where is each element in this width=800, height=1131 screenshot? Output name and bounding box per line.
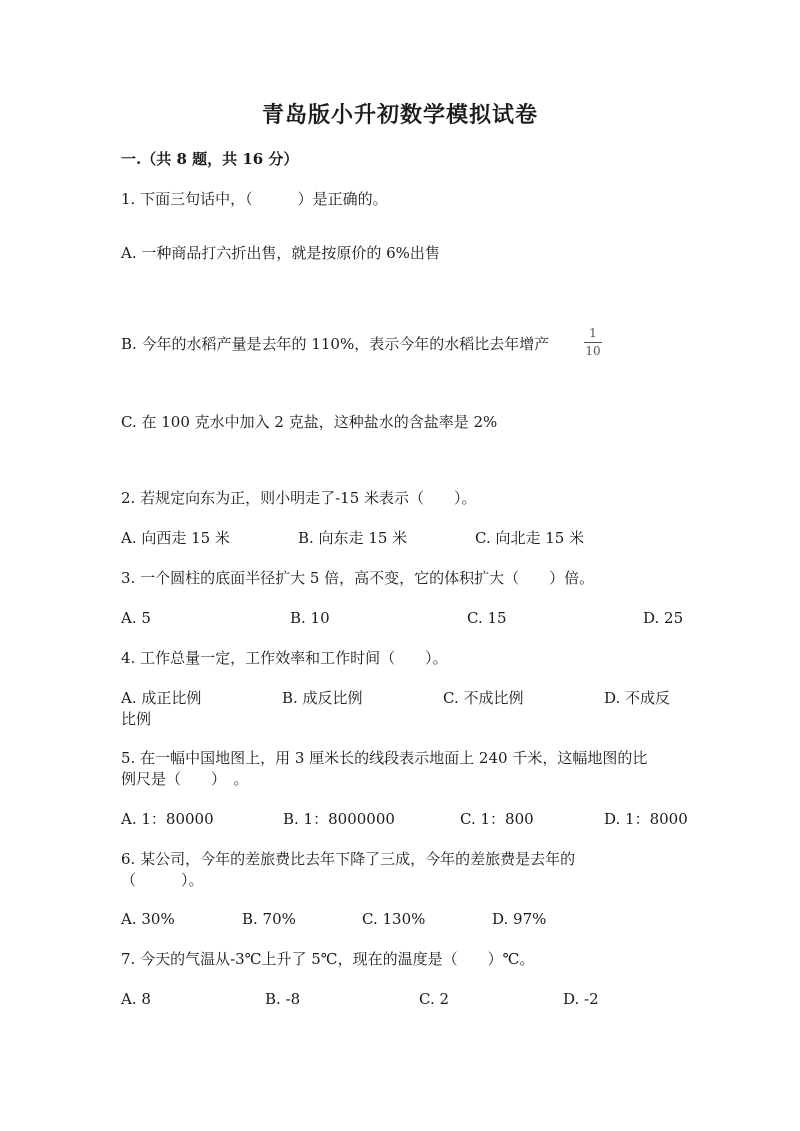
question-7-option-b: B. -8 (265, 990, 301, 1008)
question-1-option-a: A. 一种商品打六折出售，就是按原价的 6%出售 (121, 244, 440, 262)
question-4-option-a: A. 成正比例 (121, 689, 202, 707)
fraction-denominator: 10 (585, 344, 601, 358)
question-4-option-d: D. 不成反 (604, 689, 671, 707)
question-1-option-c: C. 在 100 克水中加入 2 克盐，这种盐水的含盐率是 2% (121, 413, 498, 431)
question-5-stem-line2: 例尺是（ ） 。 (121, 770, 249, 788)
fraction-bar (584, 342, 602, 343)
question-6-stem-line1: 6. 某公司，今年的差旅费比去年下降了三成，今年的差旅费是去年的 (121, 850, 576, 868)
question-2-stem: 2. 若规定向东为正，则小明走了-15 米表示（ ）。 (121, 489, 477, 507)
fraction-numerator: 1 (589, 326, 597, 340)
section-header: 一.（共 8 题，共 16 分） (121, 150, 299, 168)
question-6-option-d: D. 97% (492, 910, 547, 928)
question-4-option-d-wrap: 比例 (121, 710, 152, 728)
question-5-option-d: D. 1：8000 (604, 810, 688, 828)
question-5-option-b: B. 1：8000000 (283, 810, 395, 828)
question-6-option-b: B. 70% (242, 910, 296, 928)
question-3-option-d: D. 25 (643, 609, 684, 627)
question-7-option-c: C. 2 (419, 990, 450, 1008)
question-4-option-b: B. 成反比例 (282, 689, 363, 707)
question-5-option-a: A. 1：80000 (121, 810, 214, 828)
question-1-option-b: B. 今年的水稻产量是去年的 110%，表示今年的水稻比去年增产 (121, 335, 550, 353)
question-1-stem: 1. 下面三句话中，（ ）是正确的。 (121, 190, 388, 208)
question-6-stem-line2: （ ）。 (121, 871, 204, 889)
question-4-option-c: C. 不成比例 (443, 689, 524, 707)
question-4-stem: 4. 工作总量一定，工作效率和工作时间（ ）。 (121, 649, 448, 667)
question-2-option-c: C. 向北走 15 米 (475, 529, 585, 547)
exam-title: 青岛版小升初数学模拟试卷 (261, 102, 538, 128)
question-7-option-a: A. 8 (121, 990, 151, 1008)
question-6-option-c: C. 130% (362, 910, 426, 928)
question-3-option-b: B. 10 (290, 609, 330, 627)
fraction-one-tenth (582, 327, 604, 358)
question-3-option-a: A. 5 (121, 609, 151, 627)
question-3-stem: 3. 一个圆柱的底面半径扩大 5 倍，高不变，它的体积扩大（ ）倍。 (121, 569, 595, 587)
question-6-option-a: A. 30% (121, 910, 175, 928)
question-5-option-c: C. 1：800 (460, 810, 534, 828)
question-3-option-c: C. 15 (467, 609, 507, 627)
question-2-option-b: B. 向东走 15 米 (298, 529, 408, 547)
question-7-stem: 7. 今天的气温从-3℃上升了 5℃，现在的温度是（ ）℃。 (121, 950, 535, 968)
question-5-stem-line1: 5. 在一幅中国地图上，用 3 厘米长的线段表示地面上 240 千米，这幅地图的比 (121, 749, 648, 767)
question-7-option-d: D. -2 (563, 990, 599, 1008)
question-2-option-a: A. 向西走 15 米 (121, 529, 230, 547)
